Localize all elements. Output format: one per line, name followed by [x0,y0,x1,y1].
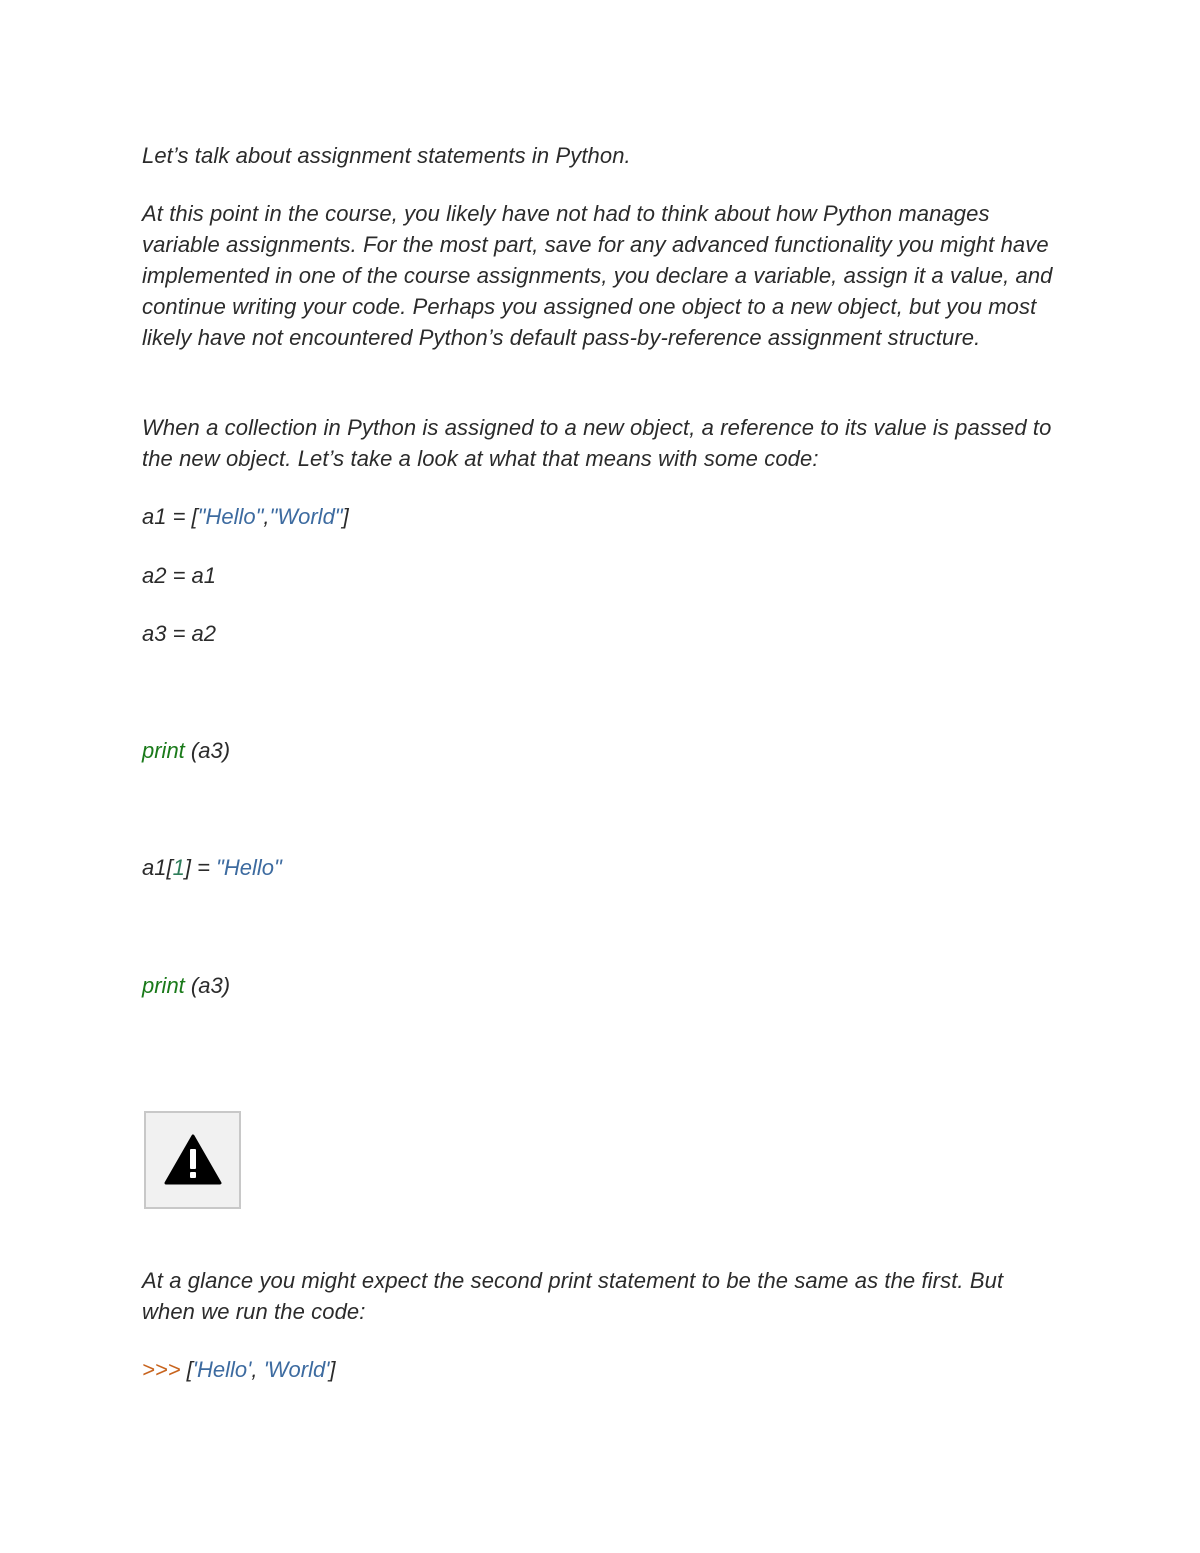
code-text: ] [342,504,349,529]
code-text: ] [329,1357,336,1382]
code-string: 'World' [263,1357,330,1382]
console-prompt: >>> [142,1357,181,1382]
code-keyword: print [142,973,185,998]
code-line-a3: a3 = a2 [142,621,217,646]
code-text: [ [180,1357,193,1382]
code-text: , [263,504,270,529]
code-number: 1 [172,855,185,880]
explain-paragraph: When a collection in Python is assigned to a new object, a reference to its value is passed to the new object. Let’s take a look at what that means with some code: [142,415,1052,471]
code-output [142,1354,336,1385]
code-line-index-assign [142,852,282,883]
glance-paragraph: At a glance you might expect the second print statement to be the same as the first. But when we run the code: [142,1268,1004,1324]
code-line-print-1 [142,735,230,766]
code-text: ] = [184,855,217,880]
warning-icon [164,1134,222,1186]
code-text: (a3) [184,738,231,763]
broken-image-placeholder [144,1111,241,1209]
code-string: "Hello" [197,504,264,529]
code-line-a1 [142,501,349,532]
code-line-print-2 [142,970,230,1001]
code-text: a1 = [ [142,504,198,529]
code-string: "World" [269,504,343,529]
code-line-a2: a2 = a1 [142,563,217,588]
code-string: 'Hello' [192,1357,252,1382]
code-text: , [251,1357,264,1382]
code-text: (a3) [184,973,231,998]
context-paragraph: At this point in the course, you likely have not had to think about how Python manages variable assignments. For the most part, save for any advanced functionality you might have implemented in one of the course assignments, you declare a variable, assign it a value, and continue writing your code. Perhaps you assigned one object to a new object, but you most likely have not encountered Python’s default pass-by-reference assignment structure. [142,201,1053,350]
code-string: "Hello" [216,855,282,880]
code-text: a1[ [142,855,173,880]
intro-paragraph: Let’s talk about assignment statements in Python. [142,143,631,168]
code-keyword: print [142,738,185,763]
